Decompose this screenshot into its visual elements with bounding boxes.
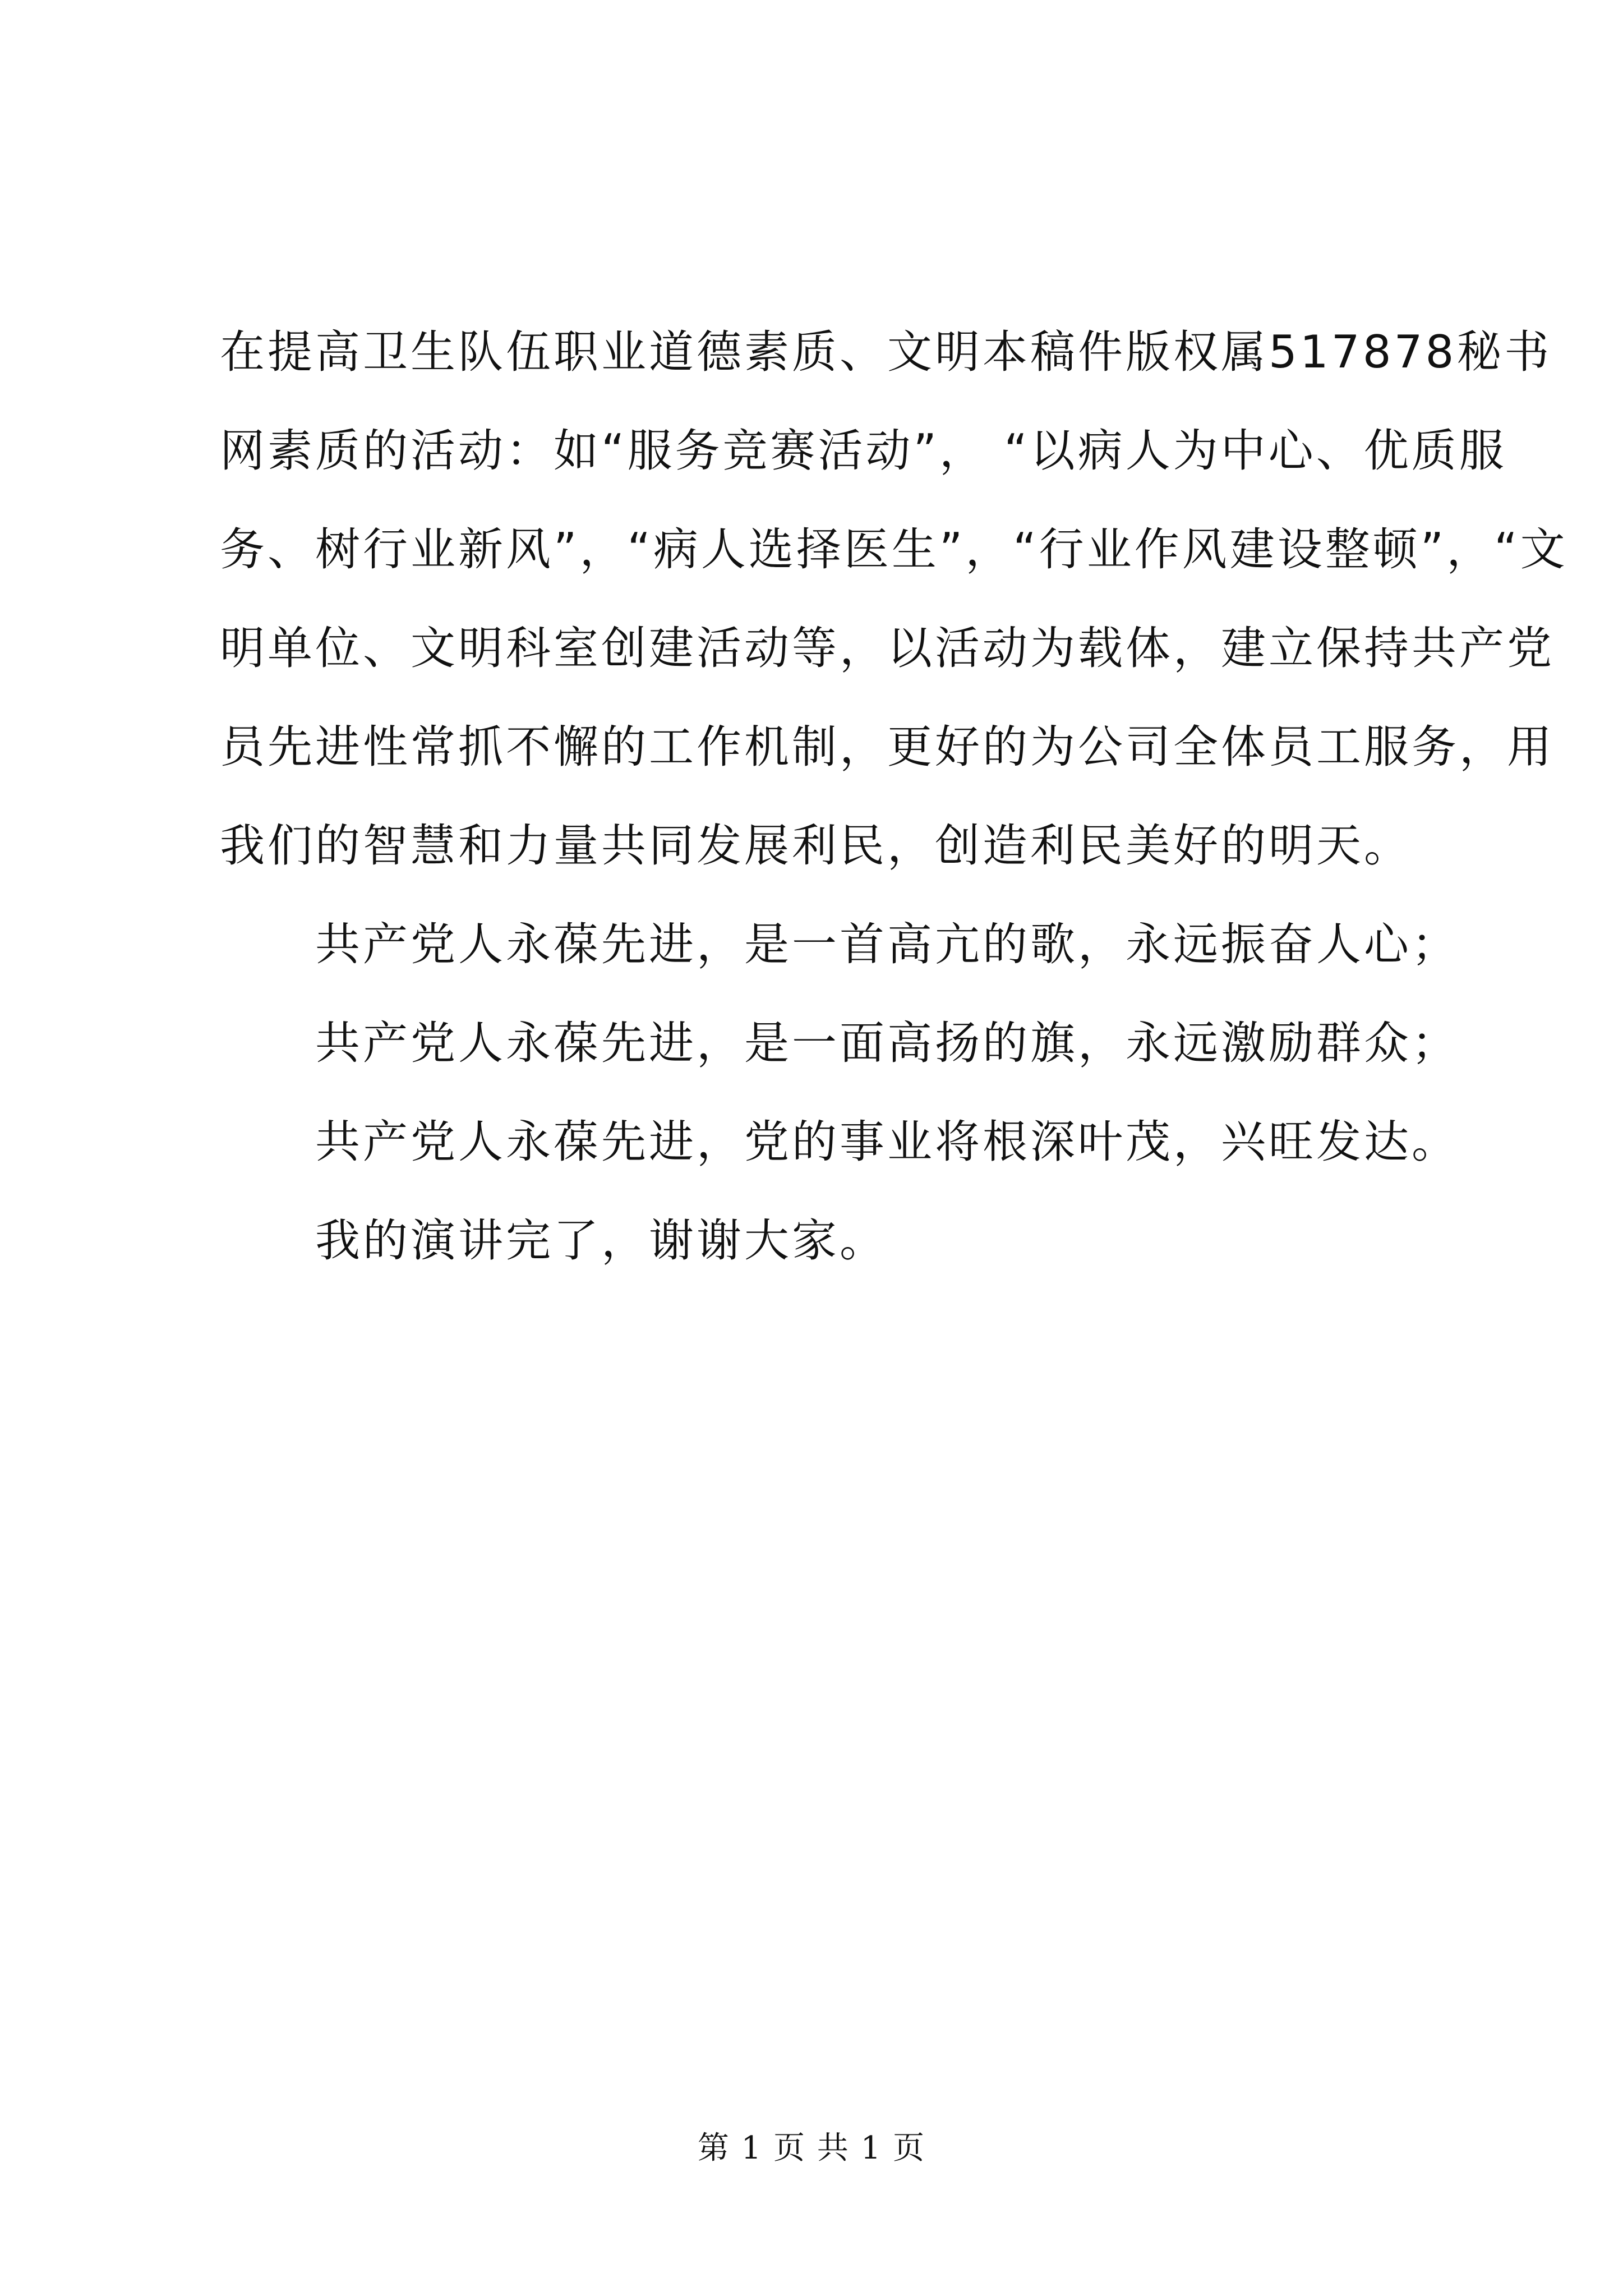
text-line: 明单位、文明科室创建活动等，以活动为载体，建立保持共产党 [220, 622, 1555, 674]
paragraph-speech-text [220, 303, 1568, 895]
paragraph-closing: 我的演讲完了，谢谢大家。 [315, 1214, 887, 1267]
page-number-indicator: 第 1 页 共 1 页 [697, 2130, 926, 2166]
text-line: 在提高卫生队伍职业道德素质、文明本稿件版权属517878秘书 [220, 326, 1552, 378]
paragraph-verse-1: 共产党人永葆先进，是一首高亢的歌，永远振奋人心； [315, 918, 1459, 970]
text-line: 员先进性常抓不懈的工作机制，更好的为公司全体员工服务，用 [220, 721, 1555, 773]
text-line: 务、树行业新风”，“病人选择医生”，“行业作风建设整顿”，“文 [220, 523, 1568, 576]
text-line: 我们的智慧和力量共同发展利民，创造利民美好的明天。 [220, 820, 1412, 872]
text-line: 网素质的活动：如“服务竞赛活动”， “以病人为中心、优质服 [220, 425, 1507, 477]
document-body [220, 303, 1568, 1290]
paragraph-verse-3: 共产党人永葆先进，党的事业将根深叶茂，兴旺发达。 [315, 1116, 1459, 1168]
page-footer [0, 2126, 1623, 2171]
paragraph-verse-2: 共产党人永葆先进，是一面高扬的旗，永远激励群众； [315, 1017, 1459, 1069]
